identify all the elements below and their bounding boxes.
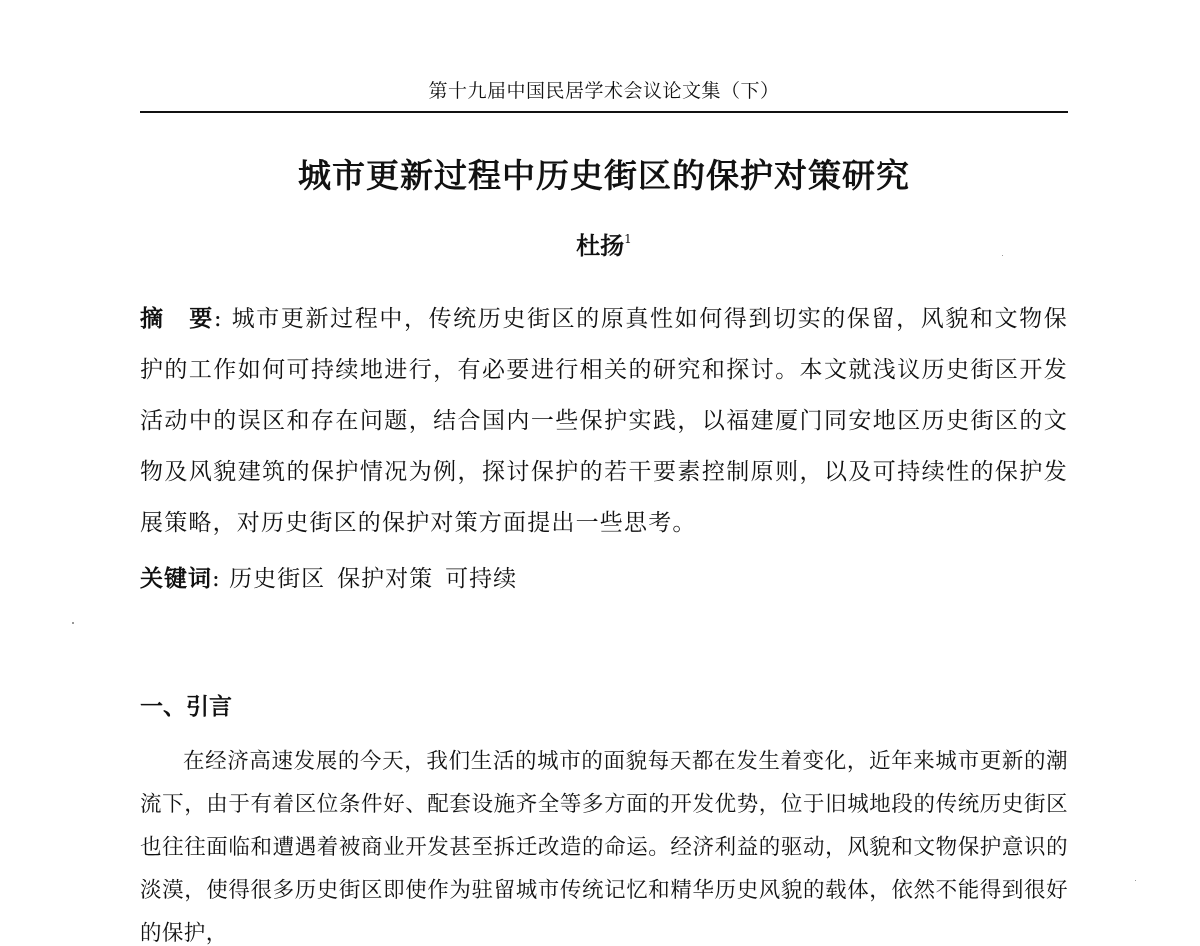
abstract-separator: :: [213, 306, 223, 332]
author-name: 杜扬: [576, 231, 625, 260]
section-heading: 一、引言: [140, 694, 232, 720]
abstract-text: 城市更新过程中，传统历史街区的原真性如何得到切实的保留，风貌和文物保护的工作如何可持续地进行，有必要进行相关的研究和探讨。本文就浅议历史街区开发活动中的误区和存在问题，结合国内一些保护实践，以福建厦门同安地区历史街区的文物及风貌建筑的保护情况为例，探讨保护的若干要素控制原则，以及可持续性的保护发展策略，对历史街区的保护对策方面提出一些思考。: [140, 306, 1068, 536]
abstract-label: 摘 要: [140, 306, 214, 332]
keywords-line: [140, 560, 1068, 593]
author-line: [140, 226, 1068, 261]
keyword-item: 可持续: [445, 566, 518, 592]
header-rule: [140, 111, 1068, 113]
body-paragraph: 在经济高速发展的今天，我们生活的城市的面貌每天都在发生着变化，近年来城市更新的潮流下，由于有着区位条件好、配套设施齐全等多方面的开发优势，位于旧城地段的传统历史街区也往往面临和遭遇着被商业开发甚至拆迁改造的命运。经济利益的驱动，风貌和文物保护意识的淡漠，使得很多历史街区即使作为驻留城市传统记忆和精华历史风貌的载体，依然不能得到很好的保护，: [140, 749, 1068, 946]
scan-speck: [72, 622, 74, 624]
paper-title: 城市更新过程中历史街区的保护对策研究: [298, 156, 910, 195]
keyword-item: 历史街区: [229, 566, 326, 592]
scan-speck: [1135, 880, 1136, 881]
keywords-separator: :: [212, 566, 221, 592]
abstract-block: [140, 294, 1068, 549]
running-header: 第十九届中国民居学术会议论文集（下）: [428, 80, 780, 102]
scan-speck: [1002, 255, 1003, 256]
author-footnote-marker: 1: [624, 232, 632, 246]
keywords-label: 关键词: [140, 566, 212, 592]
keyword-item: 保护对策: [337, 566, 434, 592]
